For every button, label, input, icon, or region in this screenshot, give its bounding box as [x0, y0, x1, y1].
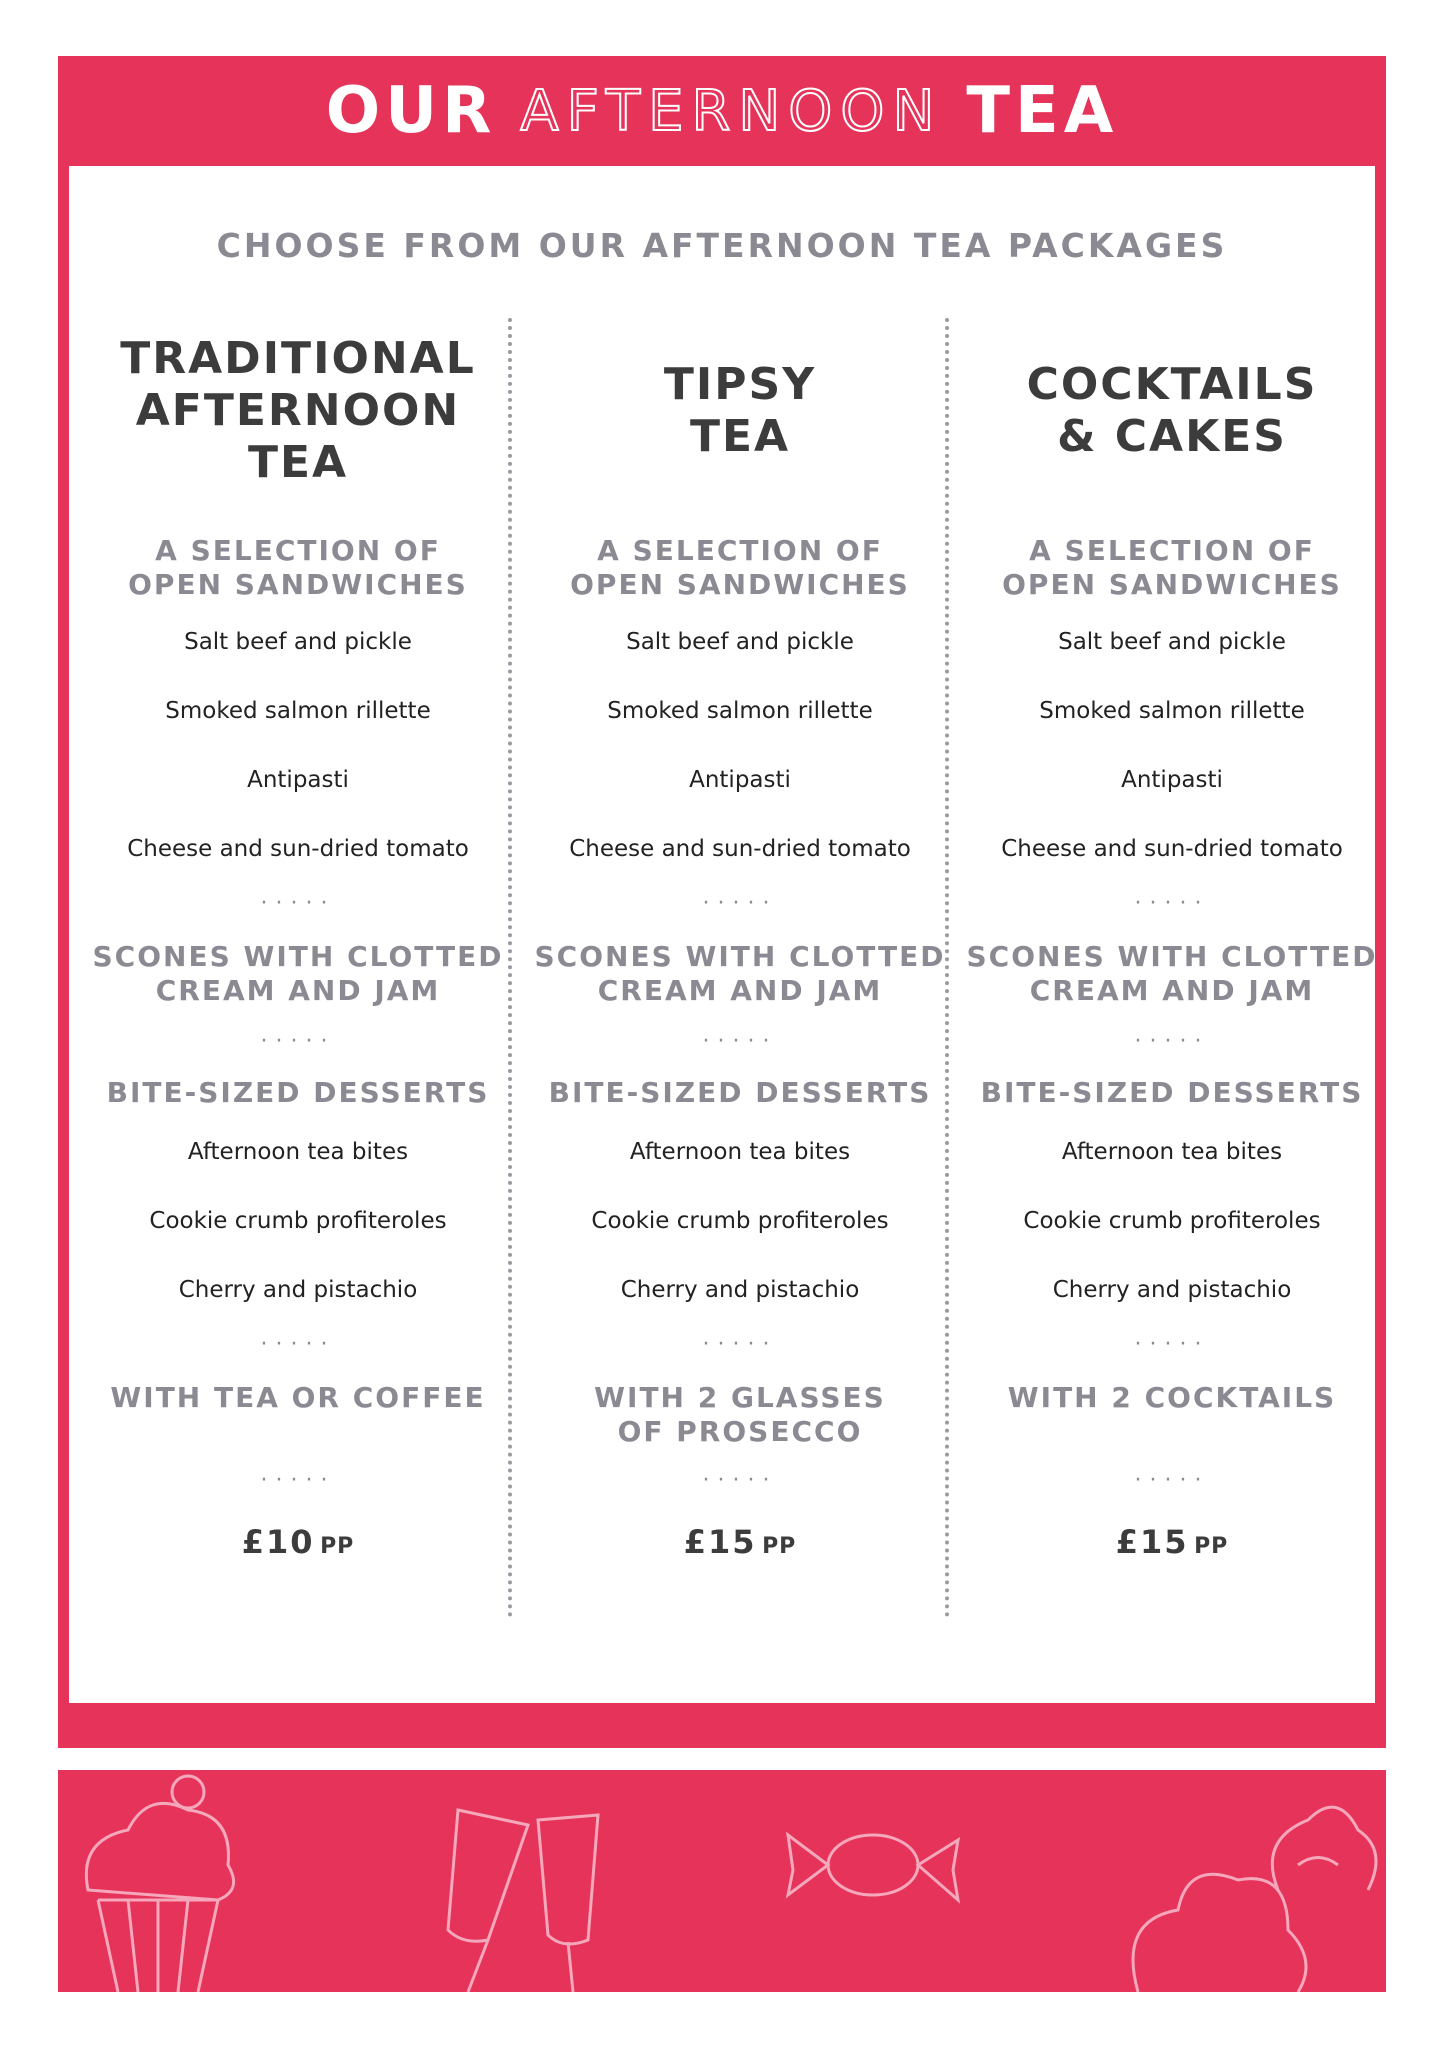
- menu-frame: [58, 56, 1386, 1748]
- menu-item: Cookie crumb profiteroles: [1023, 1208, 1321, 1234]
- package-title-line: TRADITIONAL: [120, 333, 476, 384]
- menu-item: Afternoon tea bites: [187, 1139, 409, 1165]
- menu-item: Smoked salmon rillette: [165, 698, 431, 724]
- heading-line: OPEN SANDWICHES: [128, 568, 468, 601]
- column-divider: [508, 318, 512, 1618]
- menu-item: Antipasti: [247, 767, 349, 793]
- scones-heading: [88, 940, 508, 1008]
- desserts-heading: BITE-SIZED DESSERTS: [106, 1076, 490, 1109]
- separator-dots: ·····: [1134, 891, 1210, 916]
- banner-illustration: [58, 1770, 1386, 1992]
- heading-line: CREAM AND JAM: [1029, 974, 1315, 1007]
- menu-item: Cheese and sun-dried tomato: [127, 836, 469, 862]
- sandwich-heading: [530, 534, 950, 602]
- heading-line: SCONES WITH CLOTTED: [534, 940, 946, 973]
- menu-item: Cheese and sun-dried tomato: [569, 836, 911, 862]
- heading-line: SCONES WITH CLOTTED: [92, 940, 504, 973]
- package-title-line: TIPSY: [663, 359, 817, 410]
- package-title-line: AFTERNOON TEA: [135, 385, 461, 488]
- scones-heading: [530, 940, 950, 1008]
- menu-item: Cheese and sun-dried tomato: [1001, 836, 1343, 862]
- package-title-line: COCKTAILS: [1026, 359, 1318, 410]
- heading-line: OF PROSECCO: [617, 1415, 863, 1448]
- separator-dots: ·····: [702, 1468, 778, 1493]
- menu-item: Antipasti: [689, 767, 791, 793]
- sandwich-heading: [88, 534, 508, 602]
- separator-dots: ·····: [1134, 1332, 1210, 1357]
- desserts-heading: BITE-SIZED DESSERTS: [548, 1076, 932, 1109]
- heading-line: WITH TEA OR COFFEE: [110, 1381, 486, 1414]
- package-title-line: & CAKES: [1057, 411, 1287, 462]
- separator-dots: ·····: [260, 1468, 336, 1493]
- sandwich-heading: [962, 534, 1382, 602]
- page-title: [58, 56, 1386, 166]
- menu-item: Cherry and pistachio: [178, 1277, 418, 1303]
- heading-line: CREAM AND JAM: [597, 974, 883, 1007]
- separator-dots: ·····: [260, 1029, 336, 1054]
- package-price: [530, 1523, 950, 1561]
- price-unit: PP: [762, 1534, 797, 1559]
- menu-item: Cherry and pistachio: [620, 1277, 860, 1303]
- package-title-line: TEA: [689, 411, 791, 462]
- package-title: [88, 333, 508, 488]
- wrapped-sweet-icon: [788, 1835, 958, 1900]
- champagne-glasses-icon: [448, 1810, 598, 1992]
- title-our: OUR: [325, 74, 497, 148]
- menu-item: Cookie crumb profiteroles: [149, 1208, 447, 1234]
- price-unit: PP: [1194, 1534, 1229, 1559]
- menu-item: Afternoon tea bites: [1061, 1139, 1283, 1165]
- separator-dots: ·····: [260, 1332, 336, 1357]
- package-title: [962, 336, 1382, 486]
- package-title: [530, 336, 950, 486]
- title-afternoon: AFTERNOON: [520, 78, 943, 144]
- meringue-icon: [1133, 1807, 1376, 1992]
- drinks-heading: [962, 1381, 1382, 1449]
- scones-heading: [962, 940, 1382, 1008]
- heading-line: CREAM AND JAM: [155, 974, 441, 1007]
- decorative-banner: [58, 1770, 1386, 1992]
- heading-line: OPEN SANDWICHES: [1002, 568, 1342, 601]
- price-unit: PP: [320, 1534, 355, 1559]
- separator-dots: ·····: [1134, 1468, 1210, 1493]
- package-traditional: [88, 333, 508, 1561]
- separator-dots: ·····: [1134, 1029, 1210, 1054]
- menu-subtitle: CHOOSE FROM OUR AFTERNOON TEA PACKAGES: [216, 226, 1228, 265]
- heading-line: WITH 2 GLASSES: [594, 1381, 886, 1414]
- menu-item: Salt beef and pickle: [1058, 629, 1286, 655]
- separator-dots: ·····: [260, 891, 336, 916]
- package-price: [88, 1523, 508, 1561]
- menu-item: Salt beef and pickle: [626, 629, 854, 655]
- drinks-heading: [530, 1381, 950, 1449]
- price-amount: £15: [683, 1523, 757, 1561]
- menu-item: Antipasti: [1121, 767, 1223, 793]
- package-price: [962, 1523, 1382, 1561]
- cupcake-icon: [86, 1776, 233, 1992]
- desserts-heading: BITE-SIZED DESSERTS: [980, 1076, 1364, 1109]
- package-cocktails: [962, 336, 1382, 1561]
- menu-item: Smoked salmon rillette: [607, 698, 873, 724]
- title-tea: TEA: [966, 74, 1119, 148]
- heading-line: A SELECTION OF: [597, 534, 883, 567]
- separator-dots: ·····: [702, 1332, 778, 1357]
- price-amount: £10: [241, 1523, 315, 1561]
- menu-item: Afternoon tea bites: [629, 1139, 851, 1165]
- heading-line: A SELECTION OF: [1029, 534, 1315, 567]
- heading-line: WITH 2 COCKTAILS: [1007, 1381, 1337, 1414]
- separator-dots: ·····: [702, 891, 778, 916]
- drinks-heading: [88, 1381, 508, 1449]
- package-tipsy: [530, 336, 950, 1561]
- menu-item: Cookie crumb profiteroles: [591, 1208, 889, 1234]
- menu-panel: [69, 166, 1378, 1703]
- heading-line: OPEN SANDWICHES: [570, 568, 910, 601]
- separator-dots: ·····: [702, 1029, 778, 1054]
- menu-item: Smoked salmon rillette: [1039, 698, 1305, 724]
- menu-item: Cherry and pistachio: [1052, 1277, 1292, 1303]
- menu-item: Salt beef and pickle: [184, 629, 412, 655]
- heading-line: A SELECTION OF: [155, 534, 441, 567]
- price-amount: £15: [1115, 1523, 1189, 1561]
- heading-line: SCONES WITH CLOTTED: [966, 940, 1378, 973]
